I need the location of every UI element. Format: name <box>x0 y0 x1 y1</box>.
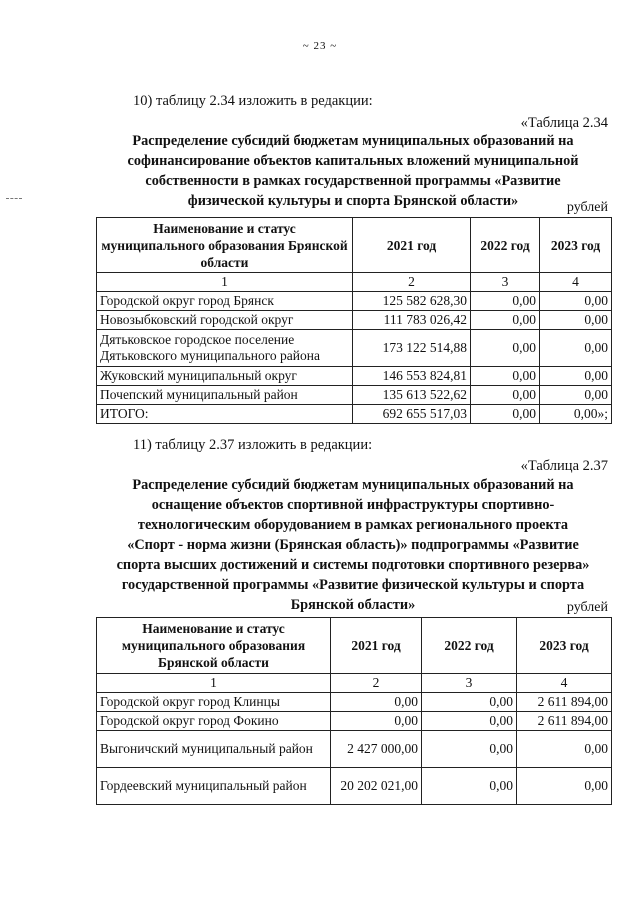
item-11-units: рублей <box>566 600 608 615</box>
table-row <box>97 768 612 805</box>
row-2023: 0,00 <box>517 731 612 768</box>
col-number: 4 <box>540 273 612 292</box>
total-2023: 0,00»; <box>540 405 612 424</box>
row-name: Городской округ город Фокино <box>97 712 331 731</box>
header-2023: 2023 год <box>517 618 612 674</box>
header-2021: 2021 год <box>353 218 471 273</box>
row-2023: 2 611 894,00 <box>517 693 612 712</box>
item-11-table-ref: «Таблица 2.37 <box>520 458 608 474</box>
row-2021: 135 613 522,62 <box>353 386 471 405</box>
scan-artifact-dash <box>6 198 22 199</box>
total-2021: 692 655 517,03 <box>353 405 471 424</box>
table-header-row <box>97 618 612 674</box>
row-2021: 111 783 026,42 <box>353 311 471 330</box>
title-line: Распределение субсидий бюджетам муниципальных образований на <box>132 133 574 149</box>
header-2023: 2023 год <box>540 218 612 273</box>
row-2023: 0,00 <box>540 311 612 330</box>
table-row <box>97 693 612 712</box>
header-name: Наименование и статус муниципального образования Брянской области <box>97 618 331 674</box>
table-row <box>97 712 612 731</box>
row-2021: 146 553 824,81 <box>353 367 471 386</box>
item-11-instruction: 11) таблицу 2.37 изложить в редакции: <box>133 437 373 453</box>
title-line: софинансирование объектов капитальных вложений муниципальной <box>127 153 579 169</box>
row-2021: 0,00 <box>331 693 422 712</box>
row-2023: 0,00 <box>540 292 612 311</box>
header-2022: 2022 год <box>422 618 517 674</box>
item-10-instruction: 10) таблицу 2.34 изложить в редакции: <box>133 93 373 109</box>
table-row <box>97 731 612 768</box>
row-name: Гордеевский муниципальный район <box>97 768 331 805</box>
row-2023: 0,00 <box>540 367 612 386</box>
column-number-row <box>97 273 612 292</box>
row-2021: 20 202 021,00 <box>331 768 422 805</box>
row-2022: 0,00 <box>471 330 540 367</box>
item-10-units: рублей <box>566 200 608 215</box>
title-line: Распределение субсидий бюджетам муниципальных образований на <box>132 477 574 493</box>
row-2021: 173 122 514,88 <box>353 330 471 367</box>
row-2023: 0,00 <box>540 386 612 405</box>
row-2021: 0,00 <box>331 712 422 731</box>
header-2021: 2021 год <box>331 618 422 674</box>
title-line: оснащение объектов спортивной инфраструктуры спортивно- <box>151 497 555 513</box>
header-2022: 2022 год <box>471 218 540 273</box>
row-2022: 0,00 <box>422 693 517 712</box>
col-number: 2 <box>353 273 471 292</box>
row-name: Жуковский муниципальный округ <box>97 367 353 386</box>
column-number-row <box>97 674 612 693</box>
row-name: Почепский муниципальный район <box>97 386 353 405</box>
table-row <box>97 330 612 367</box>
row-2022: 0,00 <box>471 386 540 405</box>
col-number: 3 <box>471 273 540 292</box>
title-line: Брянской области» <box>290 597 416 613</box>
row-name: Новозыбковский городской округ <box>97 311 353 330</box>
title-line: спорта высших достижений и системы подготовки спортивного резерва» <box>116 557 590 573</box>
row-2023: 2 611 894,00 <box>517 712 612 731</box>
col-number: 3 <box>422 674 517 693</box>
col-number: 2 <box>331 674 422 693</box>
row-2023: 0,00 <box>540 330 612 367</box>
table-row <box>97 367 612 386</box>
row-2022: 0,00 <box>471 292 540 311</box>
row-2022: 0,00 <box>422 768 517 805</box>
row-2021: 2 427 000,00 <box>331 731 422 768</box>
header-name: Наименование и статус муниципального образования Брянской области <box>97 218 353 273</box>
title-line: технологическим оборудованием в рамках регионального проекта <box>137 517 569 533</box>
col-number: 4 <box>517 674 612 693</box>
title-line: физической культуры и спорта Брянской области» <box>187 193 519 209</box>
title-line: государственной программы «Развитие физической культуры и спорта <box>121 577 585 593</box>
item-11-table-title <box>96 475 610 615</box>
total-2022: 0,00 <box>471 405 540 424</box>
col-number: 1 <box>97 674 331 693</box>
row-2021: 125 582 628,30 <box>353 292 471 311</box>
item-10-table-title <box>96 131 610 211</box>
table-total-row <box>97 405 612 424</box>
page-number: ~ 23 ~ <box>302 40 338 52</box>
row-name: Городской округ город Брянск <box>97 292 353 311</box>
table-2-34 <box>96 217 612 424</box>
row-2022: 0,00 <box>422 731 517 768</box>
row-2022: 0,00 <box>471 367 540 386</box>
table-row <box>97 292 612 311</box>
table-row <box>97 386 612 405</box>
table-row <box>97 311 612 330</box>
table-2-37 <box>96 617 612 805</box>
row-name: Дятьковское городское поселение Дятьковского муниципального района <box>97 330 353 367</box>
item-10-table-ref: «Таблица 2.34 <box>520 115 608 131</box>
row-2022: 0,00 <box>422 712 517 731</box>
row-name: Городской округ город Клинцы <box>97 693 331 712</box>
col-number: 1 <box>97 273 353 292</box>
title-line: собственности в рамках государственной программы «Развитие <box>145 173 561 189</box>
row-2023: 0,00 <box>517 768 612 805</box>
row-2022: 0,00 <box>471 311 540 330</box>
row-name: Выгоничский муниципальный район <box>97 731 331 768</box>
table-header-row <box>97 218 612 273</box>
title-line: «Спорт - норма жизни (Брянская область)» подпрограммы «Развитие <box>127 537 579 553</box>
total-label: ИТОГО: <box>97 405 353 424</box>
